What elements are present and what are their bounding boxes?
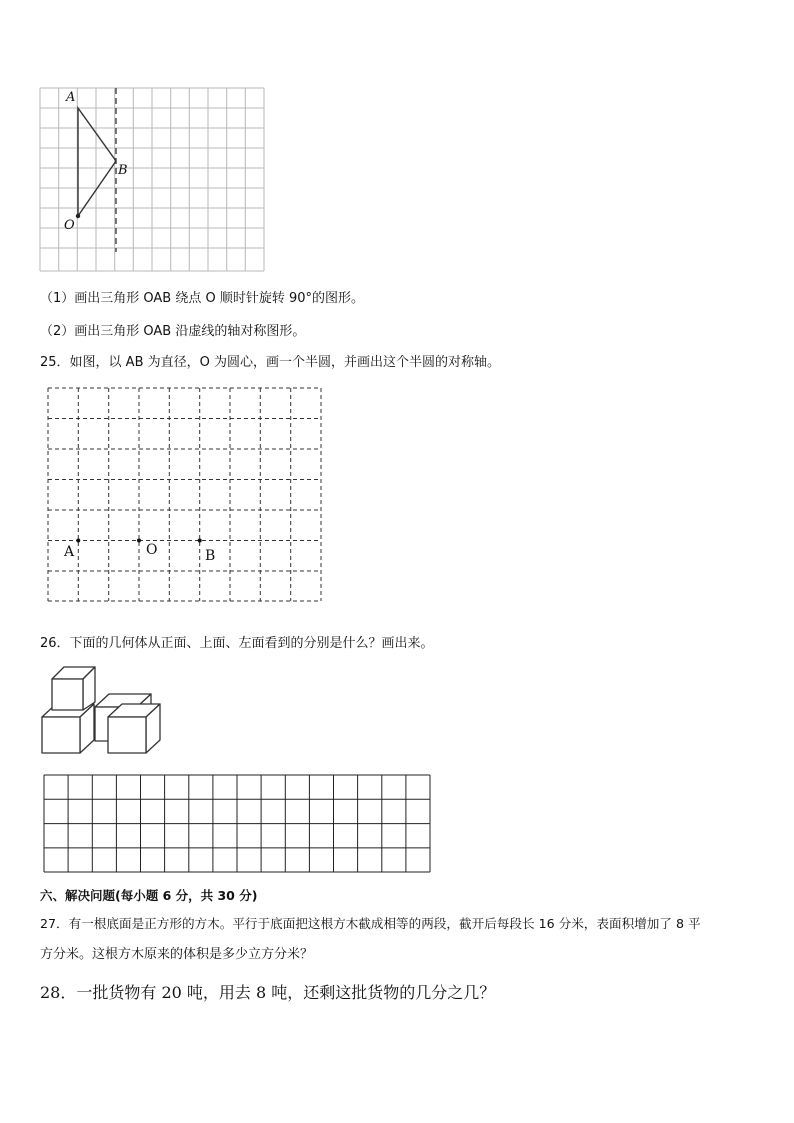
q27-line2: 方分米。这根方木原来的体积是多少立方分米？ <box>40 947 314 962</box>
triangle-grid-figure <box>40 88 266 274</box>
q27-line1: 27．有一根底面是正方形的方木。平行于底面把这根方木截成相等的两段，截开后每段长 16 分米，表面积增加了 8 平 <box>40 916 701 931</box>
q25-label-b: B <box>205 548 216 564</box>
answer-grid <box>44 775 432 875</box>
q26-text: 26．下面的几何体从正面、上面、左面看到的分别是什么？画出来。 <box>40 636 434 651</box>
q28-text: 28．一批货物有 20 吨，用去 8 吨，还剩这批货物的几分之几？ <box>40 983 496 1002</box>
point-a-dot <box>76 539 80 543</box>
point-b-dot <box>198 539 202 543</box>
section6-title: 六、解决问题(每小题 6 分，共 30 分) <box>40 888 258 903</box>
q25-label-o: O <box>146 542 158 558</box>
q24-part2: （2）画出三角形 OAB 沿虚线的轴对称图形。 <box>40 324 306 339</box>
semicircle-dashed-grid <box>48 388 324 604</box>
label-a: A <box>66 90 76 105</box>
triangle-oab <box>78 108 116 216</box>
q24-part1: （1）画出三角形 OAB 绕点 O 顺时针旋转 90°的图形。 <box>40 291 365 306</box>
label-b: B <box>118 163 128 178</box>
point-o <box>76 214 80 218</box>
cube-stack-figure <box>40 664 166 756</box>
point-o-dot <box>137 539 141 543</box>
q25-text: 25．如图，以 AB 为直径，O 为圆心，画一个半圆，并画出这个半圆的对称轴。 <box>40 355 500 370</box>
label-o: O <box>64 218 75 233</box>
q25-label-a: A <box>64 544 75 560</box>
